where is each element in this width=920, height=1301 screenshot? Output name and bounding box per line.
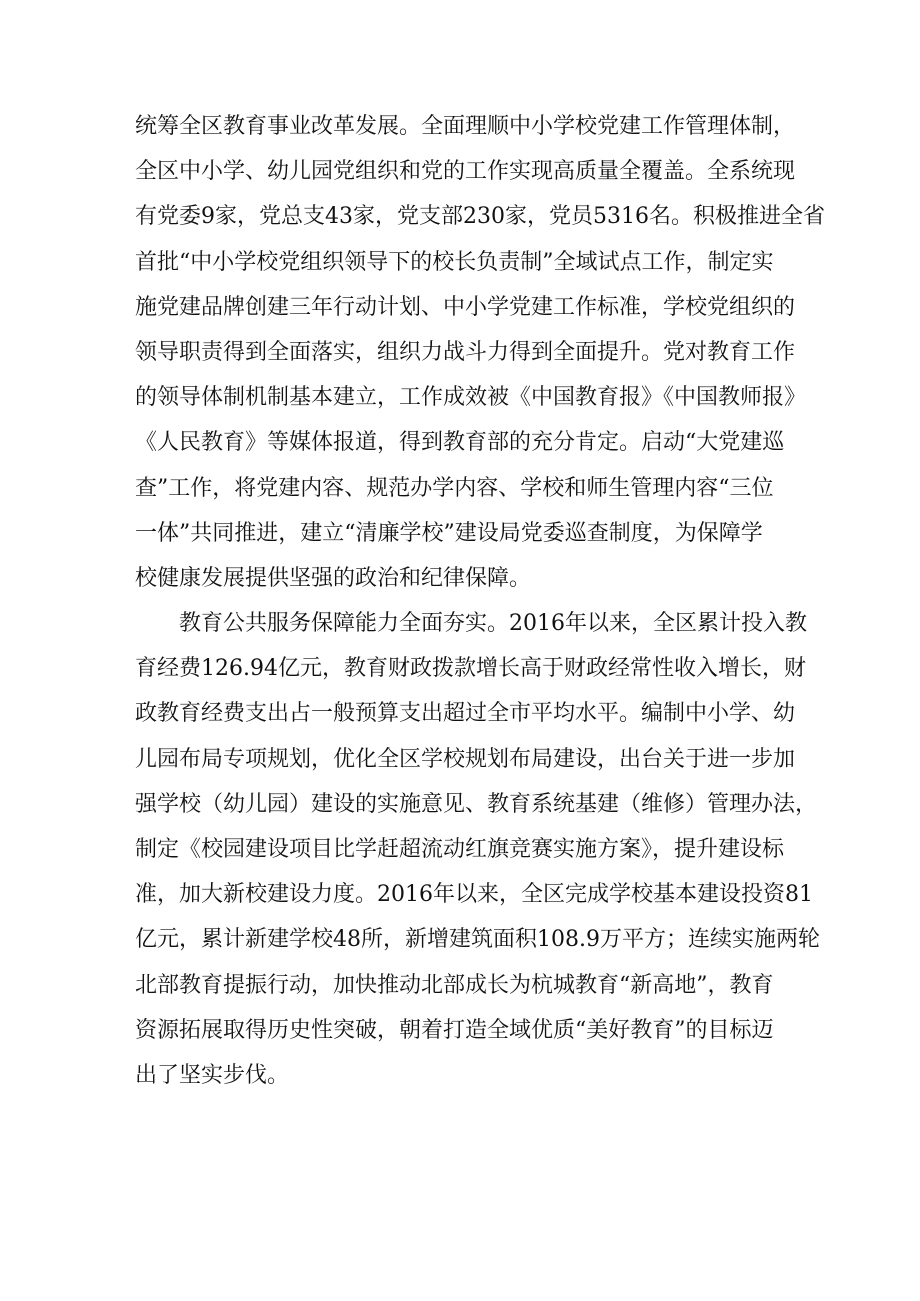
text-line: 的领导体制机制基本建立，工作成效被《中国教育报》《中国教师报》: [135, 385, 807, 411]
text-line: 统筹全区教育事业改革发展。全面理顺中小学校党建工作管理体制，: [135, 114, 796, 139]
text-line: 教育公共服务保障能力全面夯实。2016年以来，全区累计投入教: [135, 611, 807, 637]
text-line: 资源拓展取得历史性突破，朝着打造全域优质“美好教育”的目标迈: [135, 1017, 774, 1043]
text-line: 准，加大新校建设力度。2016年以来，全区完成学校基本建设投资81: [135, 882, 813, 908]
text-line: 制定《校园建设项目比学赶超流动红旗竞赛实施方案》，提升建设标: [135, 837, 785, 862]
text-line: 强学校（幼儿园）建设的实施意见、教育系统基建（维修）管理办法，: [135, 791, 818, 817]
text-line: 领导职责得到全面落实，组织力战斗力得到全面提升。党对教育工作: [135, 339, 796, 365]
paragraph-public-services: [135, 601, 820, 1098]
paragraph-party-building: [135, 104, 825, 601]
text-line: 北部教育提振行动，加快推动北部成长为杭城教育“新高地”，教育: [135, 972, 774, 998]
text-line: 《人民教育》等媒体报道，得到教育部的充分肯定。启动“大党建巡: [135, 430, 785, 456]
text-line: 育经费126.94亿元，教育财政拨款增长高于财政经常性收入增长，财: [135, 656, 806, 682]
text-line: 政教育经费支出占一般预算支出超过全市平均水平。编制中小学、幼: [135, 701, 796, 727]
document-body: [135, 104, 825, 1098]
text-line: 出了坚实步伐。: [135, 1062, 290, 1088]
text-line: 一体”共同推进，建立“清廉学校”建设局党委巡查制度，为保障学: [135, 520, 763, 546]
text-line: 亿元，累计新建学校48所，新增建筑面积108.9万平方；连续实施两轮: [135, 927, 820, 953]
text-line: 查”工作，将党建内容、规范办学内容、学校和师生管理内容“三位: [135, 475, 774, 501]
text-line: 全区中小学、幼儿园党组织和党的工作实现高质量全覆盖。全系统现: [135, 159, 796, 185]
text-line: 首批“中小学校党组织领导下的校长负责制”全域试点工作，制定实: [135, 249, 774, 275]
text-line: 校健康发展提供坚强的政治和纪律保障。: [135, 565, 532, 591]
text-line: 有党委9家，党总支43家，党支部230家，党员5316名。积极推进全省: [135, 204, 825, 230]
text-line: 儿园布局专项规划，优化全区学校规划布局建设，出台关于进一步加: [135, 746, 796, 772]
text-line: 施党建品牌创建三年行动计划、中小学党建工作标准，学校党组织的: [135, 294, 796, 320]
